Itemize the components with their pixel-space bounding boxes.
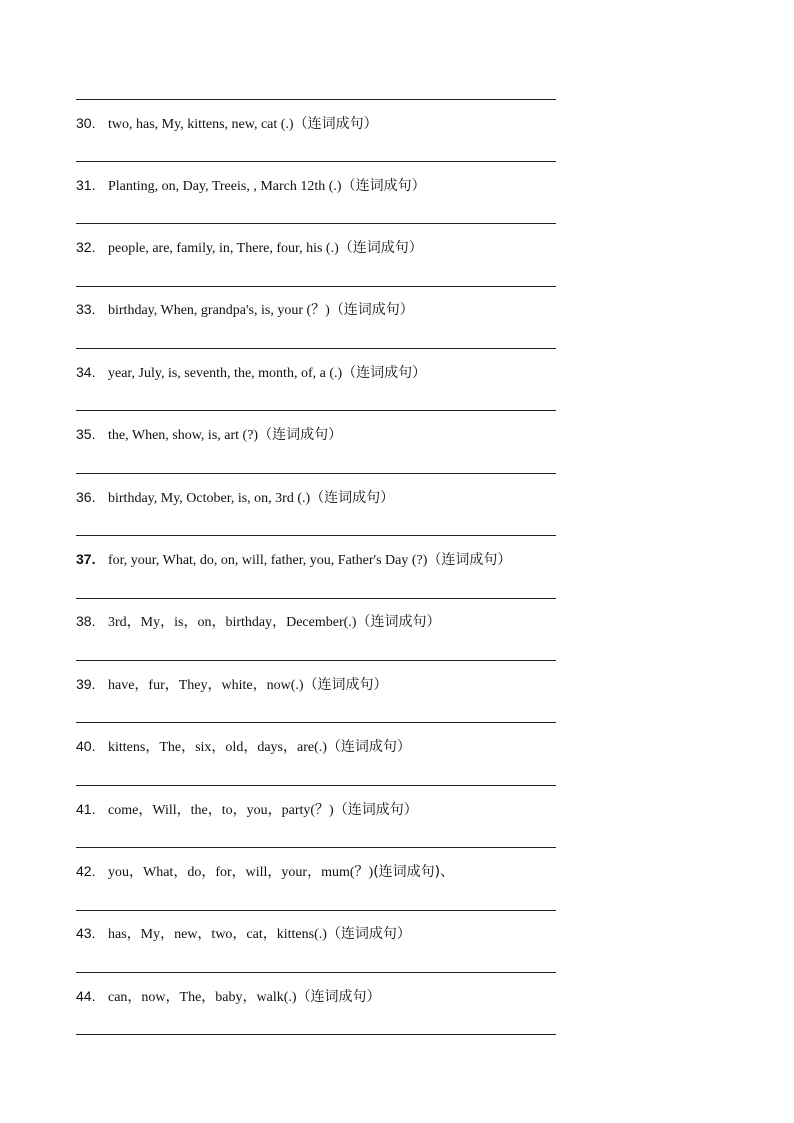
question-item (76, 798, 418, 820)
answer-line (76, 99, 556, 100)
question-text: two, has, My, kittens, new, cat (.) (108, 117, 294, 132)
question-hint: (连词成句)、 (373, 864, 455, 880)
question-item (76, 548, 511, 570)
answer-line (76, 910, 556, 911)
question-text: people, are, family, in, There, four, his (.) (108, 241, 339, 256)
question-text: have，fur，They，white，now(.) (108, 678, 304, 693)
question-number: 43. (76, 925, 96, 941)
question-item (76, 174, 426, 196)
question-text: the, When, show, is, art (?) (108, 428, 259, 443)
answer-line (76, 722, 556, 723)
question-number: 42. (76, 863, 96, 879)
answer-line (76, 972, 556, 973)
question-number: 41. (76, 801, 96, 817)
question-hint: （连词成句） (326, 926, 411, 942)
question-number: 37. (76, 551, 96, 567)
question-number: 34. (76, 364, 96, 380)
question-hint: （连词成句） (303, 677, 388, 693)
question-item (76, 486, 394, 508)
question-text: Planting, on, Day, Treeis, , March 12th (.) (108, 179, 342, 194)
question-number: 35. (76, 426, 96, 442)
question-number: 33. (76, 301, 96, 317)
question-item (76, 610, 440, 632)
question-item (76, 112, 378, 134)
question-hint: （连词成句） (341, 178, 426, 194)
question-hint: （连词成句） (258, 427, 343, 443)
answer-line (76, 535, 556, 536)
question-number: 40. (76, 738, 96, 754)
answer-line (76, 598, 556, 599)
answer-line (76, 473, 556, 474)
question-text: kittens，The，six，old，days，are(.) (108, 740, 327, 755)
question-text: can，now，The，baby，walk(.) (108, 990, 297, 1005)
answer-line (76, 847, 556, 848)
question-hint: （连词成句） (427, 552, 512, 568)
question-number: 30. (76, 115, 96, 131)
question-text: birthday, My, October, is, on, 3rd (.) (108, 491, 311, 506)
question-item (76, 673, 388, 695)
question-text: you，What，do，for，will，your，mum(？) (108, 865, 374, 880)
question-hint: （连词成句） (329, 302, 414, 318)
question-number: 36. (76, 489, 96, 505)
question-hint: （连词成句） (342, 365, 427, 381)
question-number: 44. (76, 988, 96, 1004)
question-hint: （连词成句） (338, 240, 423, 256)
answer-line (76, 161, 556, 162)
question-item (76, 236, 423, 258)
question-text: come，Will，the，to，you，party(？) (108, 803, 334, 818)
question-text: for, your, What, do, on, will, father, you, Father's Day (?) (108, 553, 428, 568)
answer-line (76, 660, 556, 661)
question-item (76, 298, 414, 320)
question-hint: （连词成句） (356, 614, 441, 630)
question-item (76, 860, 454, 882)
question-item (76, 922, 411, 944)
answer-line (76, 1034, 556, 1035)
question-item (76, 361, 426, 383)
question-number: 31. (76, 177, 96, 193)
question-item (76, 985, 381, 1007)
question-hint: （连词成句） (310, 490, 395, 506)
question-number: 39. (76, 676, 96, 692)
answer-line (76, 223, 556, 224)
question-text: year, July, is, seventh, the, month, of, a (.) (108, 366, 343, 381)
question-number: 32. (76, 239, 96, 255)
question-hint: （连词成句） (326, 739, 411, 755)
answer-line (76, 785, 556, 786)
question-hint: （连词成句） (293, 116, 378, 132)
answer-line (76, 348, 556, 349)
answer-line (76, 410, 556, 411)
question-item (76, 423, 342, 445)
question-number: 38. (76, 613, 96, 629)
question-text: 3rd，My，is，on，birthday，December(.) (108, 615, 357, 630)
question-text: has，My，new，two，cat，kittens(.) (108, 927, 327, 942)
answer-line (76, 286, 556, 287)
question-text: birthday, When, grandpa's, is, your (？) (108, 303, 330, 318)
question-hint: （连词成句） (333, 802, 418, 818)
question-item (76, 735, 411, 757)
question-hint: （连词成句） (296, 989, 381, 1005)
